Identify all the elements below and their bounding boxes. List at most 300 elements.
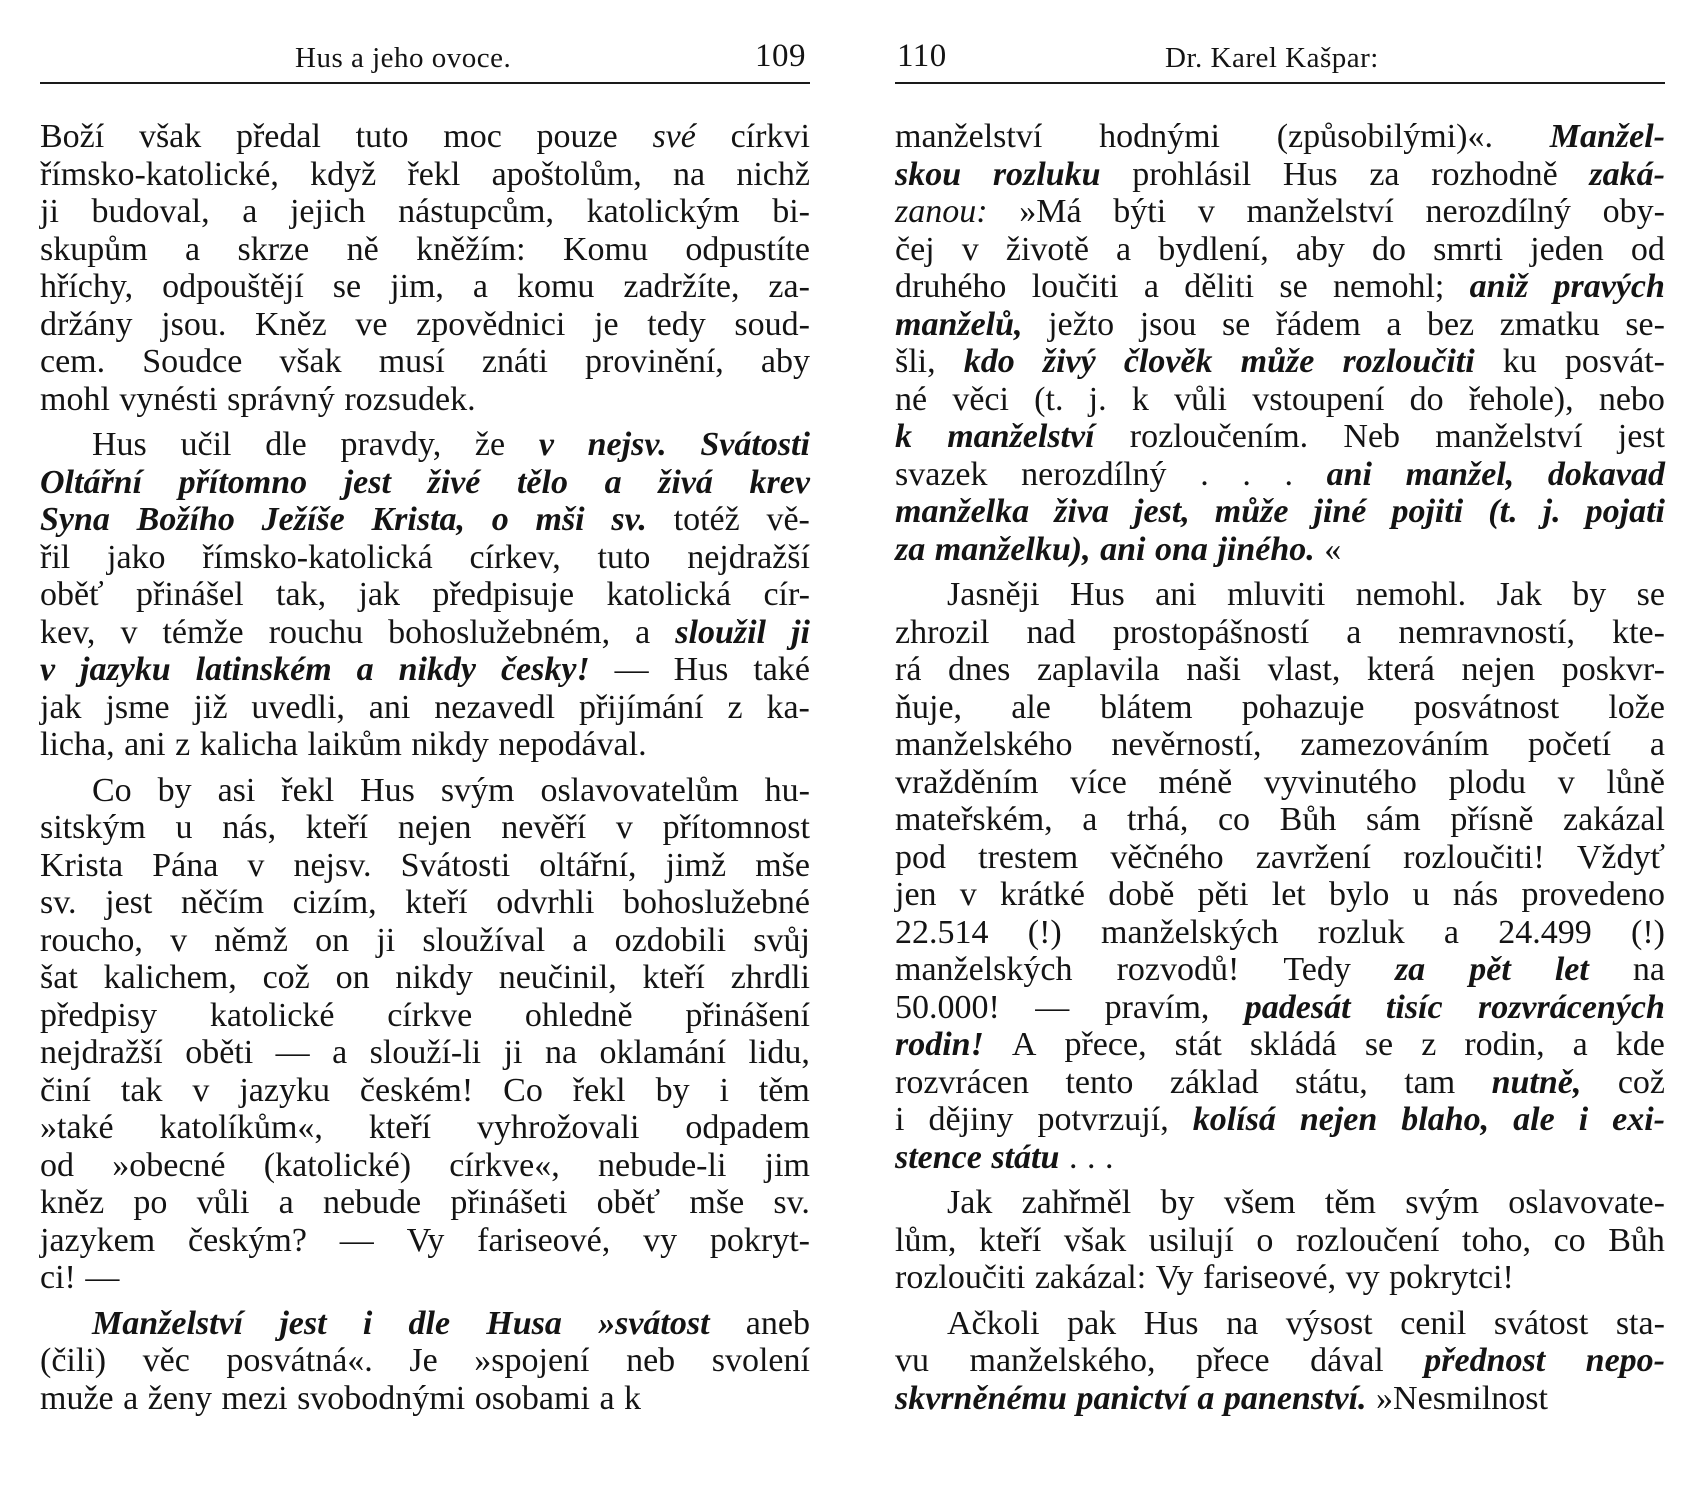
word: jsou (1139, 305, 1197, 343)
word: se (1364, 1026, 1394, 1063)
word: přítomnost (662, 809, 810, 846)
word: nichž (736, 155, 810, 193)
word: svolení (711, 1342, 810, 1379)
running-title: Dr. Karel Kašpar: (1165, 42, 1379, 74)
word: toho, (1462, 1221, 1531, 1259)
word: rodin! (895, 1026, 984, 1063)
word: již (193, 688, 228, 726)
word: bi- (772, 193, 810, 230)
text-line (895, 1064, 1665, 1102)
word: nástupcům, (398, 193, 554, 230)
word: o (491, 501, 509, 538)
word: lům, (895, 1221, 957, 1259)
word: i (362, 1304, 373, 1342)
text-line (40, 809, 810, 847)
word: cizím, (292, 884, 377, 921)
word: pravých (1553, 268, 1665, 305)
text-line (40, 614, 810, 652)
word: pravdy, (340, 426, 442, 463)
word: — (1035, 988, 1070, 1026)
word: zamezováním (1300, 726, 1490, 763)
word: ji (40, 193, 59, 230)
right-page (895, 0, 1665, 1500)
word: »svátost (598, 1304, 710, 1342)
text-line (895, 726, 1665, 764)
word: pod (895, 838, 946, 876)
word: u (175, 809, 193, 846)
word: zanou: (895, 193, 988, 230)
word: Vy (406, 1221, 445, 1259)
word: rozhodně (1431, 155, 1558, 193)
word: sám (1365, 801, 1421, 838)
word: a (1386, 305, 1402, 343)
word: sta- (1615, 1304, 1665, 1342)
text-line (895, 1305, 1665, 1343)
word: panenství. (1223, 1379, 1367, 1417)
word: — (339, 1221, 374, 1259)
word: jazykem (40, 1221, 156, 1259)
word: zakázal (1563, 801, 1665, 838)
word: Hus (1069, 576, 1125, 613)
word: tisíc (1385, 988, 1443, 1026)
word: věčného (1110, 838, 1224, 876)
word: dokavad (1547, 455, 1665, 493)
word: naši (1186, 651, 1242, 688)
word: nebude-li (598, 1146, 727, 1184)
word: kalichem, (103, 959, 237, 996)
word: k (895, 418, 912, 455)
word: jimž (665, 846, 727, 884)
word: vůli (1174, 380, 1227, 418)
word: ani (1100, 530, 1146, 568)
word: katolíkům«, (159, 1109, 323, 1146)
text-line (40, 1184, 810, 1222)
word: . (1086, 1138, 1096, 1176)
word: prohlásil (1132, 155, 1252, 193)
word: předpisy (40, 996, 158, 1034)
word: pokryt- (709, 1221, 810, 1259)
text-line (895, 801, 1665, 839)
word: svým (1405, 1184, 1479, 1221)
text-line (895, 614, 1665, 652)
word: zakázal: (1034, 1259, 1147, 1296)
word: nejdražší (40, 1034, 163, 1071)
word: zmatku (1499, 305, 1600, 343)
word: ji (791, 613, 810, 651)
word: posvát- (1564, 343, 1665, 380)
word: pojiti (1391, 493, 1464, 530)
word: moc (443, 118, 502, 155)
word: totéž (673, 501, 740, 538)
word: činí (40, 1071, 91, 1109)
word: do (1372, 230, 1407, 268)
word: rozvrácen (895, 1063, 1030, 1101)
word: se (332, 268, 362, 305)
word: tento (1065, 1063, 1134, 1101)
word: po (133, 1184, 168, 1221)
word: přinášení (685, 996, 810, 1034)
word: i (895, 1101, 905, 1138)
word: věc (142, 1342, 190, 1379)
word: době (1108, 876, 1175, 913)
word: církve (387, 996, 473, 1034)
word: (!) (1631, 913, 1665, 951)
word: římsko-katolické, (40, 155, 279, 193)
word: ci! (40, 1259, 76, 1296)
word: vlast, (1267, 651, 1341, 688)
word: katolické (209, 996, 335, 1034)
word: a (1346, 613, 1362, 651)
word: exi- (1612, 1101, 1665, 1138)
text-line (40, 651, 810, 689)
word: . (1068, 1138, 1078, 1176)
word: lidu, (748, 1034, 810, 1071)
word: (katolické) (263, 1146, 412, 1184)
word: jazyku (80, 651, 171, 688)
text-line (895, 1101, 1665, 1139)
text-line (40, 689, 810, 727)
word: zadržíte, (623, 268, 740, 305)
text-line (895, 576, 1665, 614)
text-line (895, 418, 1665, 456)
word: dle (265, 426, 307, 463)
word: za (1369, 155, 1400, 193)
word: jsme (105, 688, 170, 726)
word: Jak (947, 1184, 993, 1221)
word: těm (1324, 1184, 1376, 1221)
word: a (1082, 801, 1098, 838)
word: předal (235, 118, 321, 155)
word: a (472, 268, 488, 305)
word: ona (1155, 530, 1208, 568)
word: čej (895, 230, 935, 268)
word: pouze (536, 118, 618, 155)
text-line (40, 1147, 810, 1185)
word: z (1421, 1026, 1437, 1063)
text-line (40, 1259, 810, 1297)
word: oběť (40, 576, 104, 613)
text-line (895, 914, 1665, 952)
word: je (594, 305, 619, 343)
word: církev, (469, 538, 561, 576)
word: kteří (405, 884, 468, 921)
word: . (1200, 455, 1209, 493)
word: Co (503, 1071, 543, 1109)
word: svazek (895, 455, 988, 493)
word: Krista (40, 846, 124, 884)
text-line (40, 1109, 810, 1147)
text-line (40, 772, 810, 810)
word: ani (124, 726, 166, 763)
word: pravím, (1104, 988, 1210, 1026)
word: 50.000! (895, 988, 1000, 1026)
word: aniž (1469, 268, 1529, 305)
word: přinášel (136, 576, 244, 613)
word: že (474, 426, 506, 463)
word: a (185, 230, 201, 268)
word: základ (1169, 1063, 1259, 1101)
word: za (1394, 951, 1426, 988)
word: kde (1615, 1026, 1665, 1063)
text-line (895, 456, 1665, 494)
word: v (959, 876, 977, 913)
word: ňuje, (895, 688, 963, 726)
word: aby (760, 343, 810, 380)
word: řekl (407, 155, 461, 193)
word: státu (991, 1138, 1060, 1176)
word: uvedli, (251, 688, 345, 726)
word: rozloučení (1295, 1221, 1440, 1259)
word: oby- (1602, 193, 1665, 230)
word: něčím (180, 884, 265, 921)
running-title: Hus a jeho ovoce. (295, 42, 512, 74)
word: přísně (1450, 801, 1534, 838)
text-line (40, 1342, 810, 1380)
word: na (1226, 1304, 1259, 1342)
word: všem (1223, 1184, 1296, 1221)
word: která (1366, 651, 1435, 688)
word: (čili) (40, 1342, 107, 1379)
word: bohoslužebném, (388, 613, 611, 651)
word: více (1070, 763, 1127, 801)
word: Ačkoli (947, 1304, 1040, 1342)
word: skládá (1249, 1026, 1337, 1063)
text-line (895, 951, 1665, 989)
word: manželství (1435, 418, 1583, 455)
word: vy (643, 1221, 678, 1259)
word: což (1617, 1063, 1665, 1101)
text-line (895, 306, 1665, 344)
text-line (895, 689, 1665, 727)
word: Komu (562, 230, 648, 268)
text-line (895, 156, 1665, 194)
word: licha, (40, 726, 115, 763)
word: česky! (500, 651, 590, 688)
word: kteří (642, 959, 705, 996)
word: lože (1608, 688, 1665, 726)
word: mše (755, 846, 810, 884)
word: rozvrácených (1477, 988, 1665, 1026)
word: posvátnost (1413, 688, 1560, 726)
word: člověk (1123, 343, 1213, 380)
word: nepodával. (498, 726, 647, 763)
word: do (1409, 380, 1444, 418)
word: rozsudek. (344, 380, 476, 418)
word: přece, (1064, 1026, 1147, 1063)
word: řil (40, 538, 71, 576)
word: tuto (355, 118, 409, 155)
word: však (138, 118, 202, 155)
word: a (1116, 230, 1132, 268)
word: rozvodů! (1116, 951, 1240, 988)
running-head (895, 38, 1665, 78)
word: ku (1502, 343, 1537, 380)
word: jest (279, 1304, 327, 1342)
word: ji (503, 1034, 523, 1071)
word: komu (516, 268, 595, 305)
word: Je (409, 1342, 438, 1379)
word: jak (358, 576, 401, 613)
word: řádem (1275, 305, 1361, 343)
word: držány (40, 305, 133, 343)
word: a (1649, 726, 1665, 763)
word: za (895, 530, 926, 568)
text-line (895, 531, 1665, 569)
word: Vždyť (1576, 838, 1665, 876)
word: j. (1542, 493, 1561, 530)
word: sv. (40, 884, 77, 921)
word: Soudce (142, 343, 243, 380)
word: Ježíše (261, 501, 345, 538)
word: římsko-katolická (202, 538, 433, 576)
word: Hus (360, 771, 415, 809)
word: nemravností, (1398, 613, 1575, 651)
word: církve«, (449, 1146, 560, 1184)
word: cem. (40, 343, 106, 380)
word: jest, (1134, 493, 1190, 530)
text-line (895, 381, 1665, 419)
word: jeden (1530, 230, 1604, 268)
page-number: 109 (755, 38, 806, 74)
word: »Nesmilnost (1376, 1379, 1548, 1417)
word: jim, (390, 268, 444, 305)
word: rá (895, 651, 922, 688)
word: a (1143, 268, 1159, 305)
word: 24.499 (1498, 913, 1592, 951)
word: vy (1345, 1259, 1380, 1296)
word: kněžím: (416, 230, 526, 268)
word: katolickým (586, 193, 740, 230)
word: krátké (1000, 876, 1085, 913)
word: v (170, 921, 188, 959)
text-line (895, 1380, 1665, 1418)
word: své (652, 118, 696, 155)
word: církvi (730, 118, 810, 155)
word: mše (689, 1184, 745, 1221)
word: což (262, 959, 310, 996)
word: mateřském, (895, 801, 1053, 838)
word: zhrozil (895, 613, 990, 651)
word: nemohl. (1355, 576, 1467, 613)
word: nikdy (398, 651, 477, 688)
word: hříchy, (40, 268, 134, 305)
word: správný (227, 380, 335, 418)
word: přinášeti (450, 1184, 568, 1221)
word: a (278, 1184, 294, 1221)
word: v (192, 1071, 210, 1109)
word: tam (1404, 1063, 1456, 1101)
word: Jak (1496, 576, 1542, 613)
word: ani (1155, 576, 1197, 613)
word: přítomno (178, 463, 308, 501)
word: Oltářní (40, 463, 143, 501)
word: českým? (187, 1221, 307, 1259)
word: v (40, 651, 56, 688)
word: manželství (1246, 193, 1394, 230)
word: vyhrožovali (477, 1109, 640, 1146)
word: jest (105, 884, 153, 921)
word: méně (1158, 763, 1233, 801)
word: blátem (1100, 688, 1193, 726)
word: osobami (474, 1379, 590, 1417)
word: panictví (1076, 1379, 1188, 1417)
word: přednost (1424, 1342, 1546, 1379)
word: českém! (359, 1071, 474, 1109)
word: potvrzují, (1037, 1101, 1169, 1138)
word: sloužíval (422, 921, 546, 959)
word: bohoslužebné (623, 884, 810, 921)
word: a (332, 1034, 348, 1071)
word: se (1279, 268, 1308, 305)
word: nejen (1461, 651, 1536, 688)
word: Svátosti (400, 846, 511, 884)
word: kdo (963, 343, 1015, 380)
text-line (40, 464, 810, 502)
word: — (85, 1259, 120, 1296)
word: nejen (1299, 1101, 1378, 1138)
word: (t. (1488, 493, 1518, 530)
word: oklamání (599, 1034, 727, 1071)
word: odpadem (685, 1109, 810, 1146)
word: zahřměl (1021, 1184, 1132, 1221)
word: posvátná«. (226, 1342, 373, 1379)
word: pohazuje (1241, 688, 1365, 726)
word: sv. (773, 1184, 810, 1221)
word: bylo (1328, 876, 1390, 913)
word: zhrdli (730, 959, 810, 996)
word: (!) (1027, 913, 1062, 951)
word: předpisuje (432, 576, 575, 613)
word: nikdy (395, 959, 473, 996)
header-rule (40, 82, 810, 84)
word: »Má (1019, 193, 1082, 230)
text-line (895, 1342, 1665, 1380)
word: když (310, 155, 377, 193)
word: o (1256, 1221, 1274, 1259)
word: nás (1452, 876, 1499, 913)
word: rozloučiti (1342, 343, 1475, 380)
word: jest (1617, 418, 1665, 455)
word: let (1271, 876, 1306, 913)
word: on (335, 959, 370, 996)
word: šli, (895, 343, 936, 380)
text-line (895, 231, 1665, 269)
word: státu, (1295, 1063, 1368, 1101)
word: trhá, (1126, 801, 1189, 838)
word: on (315, 921, 350, 959)
text-line (895, 1026, 1665, 1064)
word: k (1131, 380, 1149, 418)
word: let (1554, 951, 1589, 988)
word: ženy (147, 1379, 212, 1417)
word: blaho, (1401, 1101, 1490, 1138)
word: smrti (1433, 230, 1504, 268)
word: skupům (40, 230, 148, 268)
word: rozloučiti! (1403, 838, 1545, 876)
text-line (40, 726, 810, 764)
word: neb (626, 1342, 676, 1379)
word: nerozdílný (1425, 193, 1571, 230)
word: kteří (305, 809, 369, 846)
word: může (1214, 493, 1289, 530)
word: jazyku (239, 1071, 330, 1109)
text-line (40, 268, 810, 306)
word: vyvinutého (1263, 763, 1417, 801)
word: rodin, (1464, 1026, 1545, 1063)
word: Bůh (1279, 801, 1337, 838)
word: se- (1625, 305, 1665, 343)
word: děliti (1184, 268, 1255, 305)
